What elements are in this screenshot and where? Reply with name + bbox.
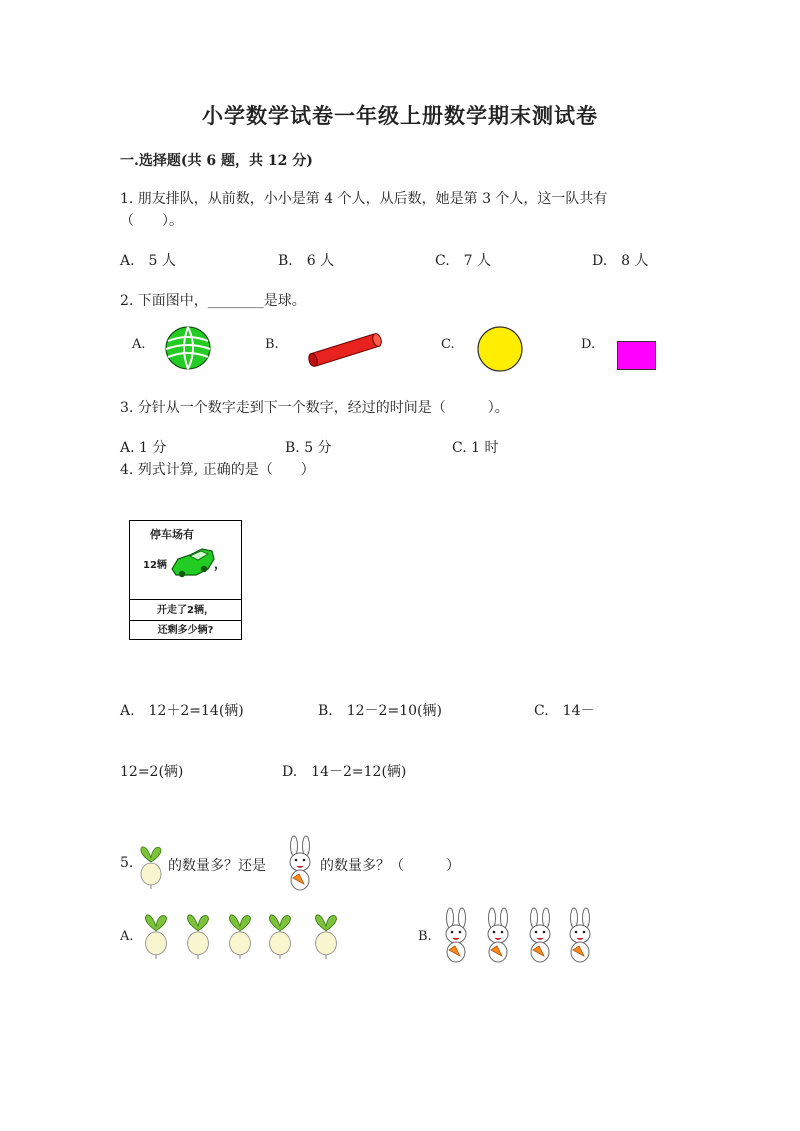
figure-comma: ，	[214, 557, 227, 571]
rabbit-icon	[480, 908, 516, 964]
q4-option-c[interactable]: C. 14－	[534, 703, 595, 719]
question-5-suffix: 的数量多？（ ）	[320, 858, 460, 874]
section-heading: 一.选择题(共 6 题，共 12 分)	[120, 153, 313, 169]
question-5-number: 5.	[120, 855, 134, 871]
q1-option-c[interactable]: C. 7 人	[435, 253, 492, 269]
q4-option-c-cont[interactable]: 12=2(辆)	[120, 764, 184, 780]
question-5-middle: 的数量多？还是	[168, 858, 266, 874]
q3-option-a[interactable]: A. 1 分	[120, 440, 167, 456]
q2-option-c[interactable]: C.	[441, 337, 455, 352]
question-1-text-cont: （ ）。	[120, 213, 183, 229]
q1-option-d[interactable]: D. 8 人	[592, 253, 649, 269]
radish-icon	[140, 914, 172, 960]
parking-lot-figure	[129, 520, 242, 640]
rabbit-icon	[438, 908, 474, 964]
q5-option-a[interactable]: A.	[120, 929, 134, 944]
yellow-circle-icon	[477, 326, 523, 372]
q1-option-b[interactable]: B. 6 人	[278, 253, 335, 269]
figure-car-count: 12辆	[143, 560, 167, 571]
question-2-text: 2. 下面图中，________是球。	[120, 293, 306, 309]
radish-icon	[182, 914, 214, 960]
radish-icon	[310, 914, 342, 960]
q2-option-a[interactable]: A.	[132, 337, 146, 352]
rabbit-row	[438, 908, 603, 968]
radish-icon	[224, 914, 256, 960]
q3-option-c[interactable]: C. 1 时	[452, 440, 499, 456]
radish-icon	[264, 914, 296, 960]
q4-option-d[interactable]: D. 14－2=12(辆)	[282, 764, 407, 780]
figure-line-2: 开走了2辆，	[157, 605, 214, 616]
rabbit-icon	[522, 908, 558, 964]
question-4-text: 4. 列式计算, 正确的是（ ）	[120, 462, 315, 478]
q5-option-b[interactable]: B.	[418, 929, 432, 944]
question-3-text: 3. 分针从一个数字走到下一个数字，经过的时间是（ ）。	[120, 400, 509, 416]
magenta-rectangle-icon	[617, 341, 657, 371]
q4-option-b[interactable]: B. 12－2=10(辆)	[318, 703, 442, 719]
radish-row	[140, 914, 340, 964]
red-cylinder-icon	[302, 330, 384, 370]
page-title: 小学数学试卷一年级上册数学期末测试卷	[202, 103, 598, 128]
q3-option-b[interactable]: B. 5 分	[285, 440, 332, 456]
q1-option-a[interactable]: A. 5 人	[120, 253, 176, 269]
rabbit-icon	[282, 836, 318, 892]
q2-option-d[interactable]: D.	[581, 337, 596, 352]
radish-icon	[136, 846, 166, 890]
green-ball-icon	[164, 325, 212, 371]
green-car-icon	[168, 545, 218, 579]
rabbit-icon	[562, 908, 598, 964]
figure-line-3: 还剩多少辆?	[157, 625, 214, 636]
question-1-text: 1. 朋友排队，从前数，小小是第 4 个人，从后数，她是第 3 个人，这一队共有	[120, 191, 608, 207]
q4-option-a[interactable]: A. 12＋2=14(辆)	[120, 703, 244, 719]
figure-line-1: 停车场有	[150, 528, 194, 541]
q2-option-b[interactable]: B.	[265, 337, 279, 352]
